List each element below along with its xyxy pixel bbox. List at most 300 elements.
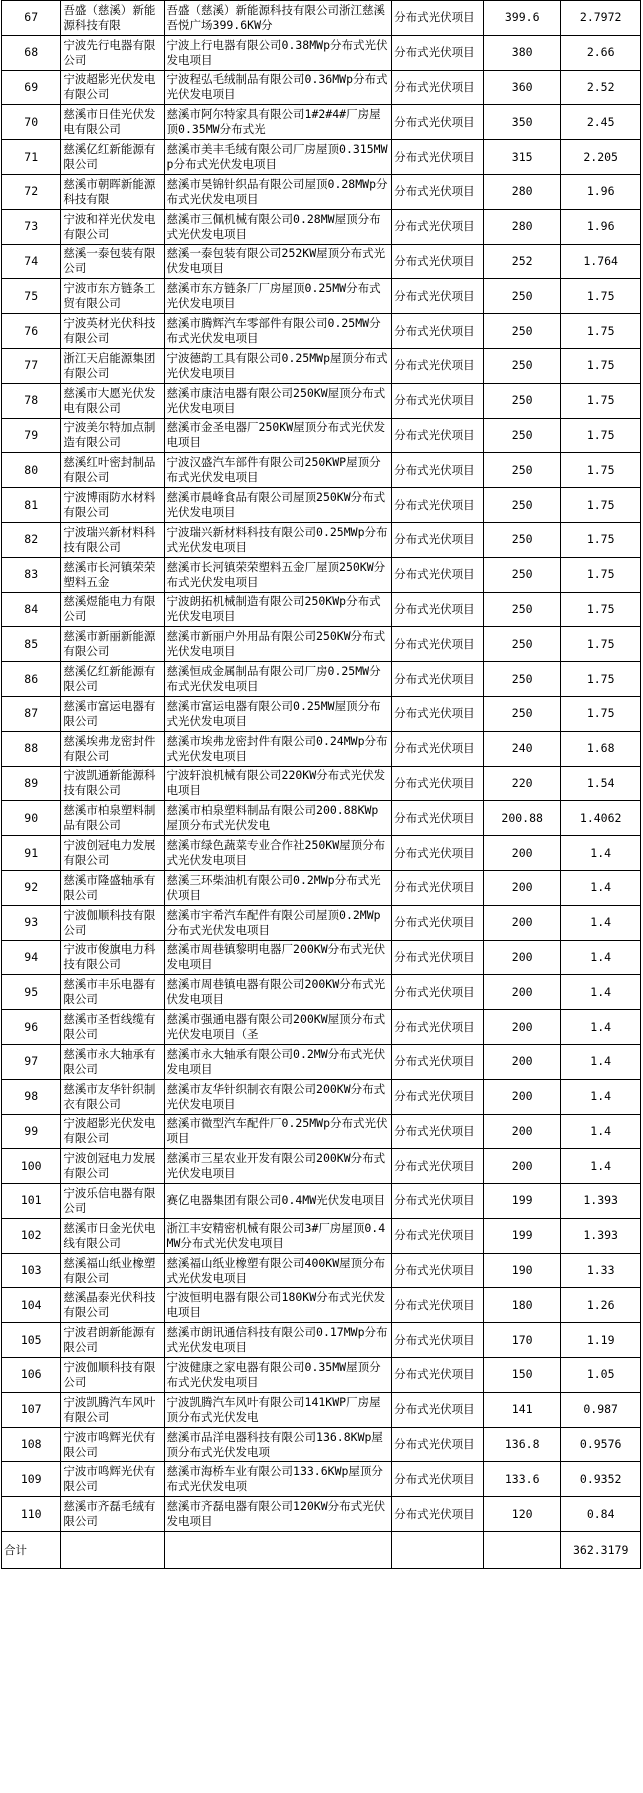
company-name: 吾盛（慈溪）新能源科技有限 [63, 2, 156, 32]
subsidy-amount: 1.96 [586, 219, 615, 234]
row-number: 80 [24, 462, 39, 477]
row-number-cell [2, 1149, 61, 1184]
company-name: 慈溪市日佳光伏发电有限公司 [63, 107, 156, 137]
subsidy-amount: 1.19 [586, 1332, 615, 1347]
project-type: 分布式光伏项目 [394, 253, 475, 268]
subsidy-table [1, 0, 641, 1569]
company-name-cell [61, 1149, 164, 1184]
table-row [2, 1462, 641, 1497]
company-name-cell [61, 557, 164, 592]
project-name: 慈溪三环柴油机有限公司0.2MWp分布式光伏项目 [166, 872, 381, 902]
subsidy-amount: 1.4 [590, 915, 612, 930]
subsidy-amount: 1.75 [586, 706, 615, 721]
company-name-cell [61, 1010, 164, 1045]
project-name: 慈溪一泰包装有限公司252KW屋顶分布式光伏发电项目 [166, 246, 386, 276]
row-number-cell [2, 1427, 61, 1462]
total-row [2, 1532, 641, 1569]
subsidy-amount: 1.05 [586, 1367, 615, 1382]
row-number-cell [2, 1392, 61, 1427]
project-name-cell [164, 314, 392, 349]
project-type: 分布式光伏项目 [394, 462, 475, 477]
capacity-value-cell [484, 1218, 561, 1253]
project-name: 慈溪市三佩机械有限公司0.28MW屋顶分布式光伏发电项目 [166, 211, 381, 241]
table-row [2, 696, 641, 731]
project-type-cell [392, 453, 484, 488]
row-number-cell [2, 209, 61, 244]
project-type: 分布式光伏项目 [394, 1263, 475, 1278]
company-name-cell [61, 1323, 164, 1358]
company-name-cell [61, 1288, 164, 1323]
project-name: 吾盛（慈溪）新能源科技有限公司浙江慈溪吾悦广场399.6KW分 [166, 2, 386, 32]
table-row [2, 105, 641, 140]
capacity-value: 199 [511, 1193, 533, 1208]
company-name: 慈溪市大愿光伏发电有限公司 [63, 385, 156, 415]
project-type: 分布式光伏项目 [394, 393, 475, 408]
subsidy-amount: 2.205 [583, 149, 618, 164]
project-name: 宁波德韵工具有限公司0.25MWp屋顶分布式光伏发电项目 [166, 350, 388, 380]
subsidy-amount: 1.75 [586, 497, 615, 512]
company-name: 宁波凯通新能源科技有限公司 [63, 768, 156, 798]
subsidy-amount-cell [561, 488, 641, 523]
row-number-cell [2, 522, 61, 557]
project-name-cell [164, 105, 392, 140]
subsidy-amount-cell [561, 244, 641, 279]
row-number-cell [2, 557, 61, 592]
capacity-value-cell [484, 453, 561, 488]
row-number-cell [2, 696, 61, 731]
table-row [2, 1392, 641, 1427]
table-row [2, 1044, 641, 1079]
project-name-cell [164, 140, 392, 175]
company-name-cell [61, 731, 164, 766]
project-name-cell [164, 1253, 392, 1288]
project-type: 分布式光伏项目 [394, 775, 475, 790]
row-number-cell [2, 105, 61, 140]
company-name-cell [61, 1358, 164, 1393]
row-number: 96 [24, 1019, 39, 1034]
subsidy-amount-cell [561, 766, 641, 801]
project-name-cell [164, 453, 392, 488]
project-name-cell [164, 244, 392, 279]
subsidy-amount-cell [561, 836, 641, 871]
row-number: 104 [20, 1297, 42, 1312]
subsidy-amount: 1.68 [586, 741, 615, 756]
company-name: 慈溪市圣哲线缆有限公司 [63, 1012, 156, 1041]
company-name-cell [61, 1114, 164, 1149]
capacity-value-cell [484, 1044, 561, 1079]
subsidy-amount-cell [561, 140, 641, 175]
capacity-value: 200 [511, 1158, 533, 1173]
project-name: 慈溪市三星农业开发有限公司200KW分布式光伏发电项目 [166, 1151, 386, 1181]
subsidy-amount: 0.84 [586, 1506, 615, 1521]
company-name: 慈溪亿红新能源有限公司 [63, 142, 156, 172]
project-name: 慈溪市柏泉塑料制品有限公司200.88KWp屋顶分布式光伏发电 [166, 803, 379, 833]
project-name-cell [164, 592, 392, 627]
project-type-cell [392, 140, 484, 175]
subsidy-amount: 1.96 [586, 184, 615, 199]
project-name-cell [164, 1288, 392, 1323]
project-type-cell [392, 592, 484, 627]
project-name-cell [164, 1114, 392, 1149]
capacity-value-cell [484, 801, 561, 836]
capacity-value-cell [484, 1392, 561, 1427]
capacity-value: 180 [511, 1297, 533, 1312]
table-row [2, 35, 641, 70]
company-name-cell [61, 1462, 164, 1497]
capacity-value-cell [484, 1253, 561, 1288]
project-name-cell [164, 1184, 392, 1219]
capacity-value: 200 [511, 1123, 533, 1138]
table-row [2, 488, 641, 523]
company-name-cell [61, 279, 164, 314]
project-name: 慈溪市富运电器有限公司0.25MW屋顶分布式光伏发电项目 [166, 698, 381, 728]
subsidy-amount: 1.54 [586, 775, 615, 790]
subsidy-amount-cell [561, 1497, 641, 1532]
row-number-cell [2, 1288, 61, 1323]
subsidy-amount-cell [561, 1392, 641, 1427]
company-name: 慈溪市富运电器有限公司 [63, 698, 156, 728]
table-row [2, 70, 641, 105]
subsidy-amount-cell [561, 1079, 641, 1114]
subsidy-amount-cell [561, 1462, 641, 1497]
subsidy-amount-cell [561, 592, 641, 627]
table-row [2, 662, 641, 697]
company-name-cell [61, 35, 164, 70]
table-row [2, 209, 641, 244]
capacity-value: 250 [511, 636, 533, 651]
project-type: 分布式光伏项目 [394, 358, 475, 373]
project-type: 分布式光伏项目 [394, 45, 475, 60]
company-name-cell [61, 940, 164, 975]
company-name-cell [61, 627, 164, 662]
project-name: 慈溪市长河镇荣荣塑料五金厂屋顶250KW分布式光伏发电项目 [166, 559, 386, 589]
subsidy-amount: 0.9352 [579, 1471, 622, 1486]
company-name-cell [61, 348, 164, 383]
row-number: 69 [24, 79, 39, 94]
project-type-cell [392, 70, 484, 105]
project-name: 慈溪市腾辉汽车零部件有限公司0.25MW分布式光伏发电项目 [166, 316, 381, 346]
capacity-value: 250 [511, 427, 533, 442]
capacity-value: 120 [511, 1506, 533, 1521]
project-name: 宁波朗拓机械制造有限公司250KWp分布式光伏发电项目 [166, 594, 381, 624]
capacity-value: 200 [511, 880, 533, 895]
company-name-cell [61, 836, 164, 871]
company-name-cell [61, 1392, 164, 1427]
capacity-value: 133.6 [504, 1471, 540, 1486]
subsidy-amount-cell [561, 1288, 641, 1323]
project-name: 赛亿电器集团有限公司0.4MW光伏发电项目 [166, 1193, 386, 1208]
row-number-cell [2, 1010, 61, 1045]
subsidy-amount: 1.75 [586, 636, 615, 651]
row-number-cell [2, 731, 61, 766]
table-row [2, 1427, 641, 1462]
capacity-value: 360 [511, 79, 533, 94]
company-name: 慈溪市新丽新能源有限公司 [63, 629, 156, 659]
project-type: 分布式光伏项目 [394, 1297, 475, 1312]
row-number: 105 [20, 1332, 42, 1347]
project-name-cell [164, 870, 392, 905]
company-name: 慈溪市日金光伏电线有限公司 [63, 1220, 156, 1250]
project-type-cell [392, 1427, 484, 1462]
capacity-value-cell [484, 1, 561, 36]
row-number: 72 [24, 184, 39, 199]
project-name-cell [164, 1079, 392, 1114]
company-name-cell [61, 522, 164, 557]
company-name-cell [61, 453, 164, 488]
capacity-value: 200.88 [501, 810, 543, 825]
project-name: 慈溪市埃弗龙密封件有限公司0.24MWp分布式光伏发电项目 [166, 733, 388, 763]
project-type-cell [392, 522, 484, 557]
project-type-cell [392, 1044, 484, 1079]
row-number: 100 [20, 1158, 42, 1173]
row-number: 102 [20, 1228, 42, 1243]
project-name-cell [164, 383, 392, 418]
row-number-cell [2, 1218, 61, 1253]
project-type: 分布式光伏项目 [394, 984, 475, 999]
capacity-value: 200 [511, 984, 533, 999]
row-number-cell [2, 836, 61, 871]
row-number: 84 [24, 601, 39, 616]
company-name-cell [61, 1079, 164, 1114]
row-number-cell [2, 314, 61, 349]
project-type: 分布式光伏项目 [394, 1402, 475, 1417]
subsidy-amount-cell [561, 1358, 641, 1393]
company-name: 宁波创冠电力发展有限公司 [63, 838, 156, 868]
company-name-cell [61, 488, 164, 523]
company-name: 宁波市俊旗电力科技有限公司 [63, 942, 156, 972]
subsidy-amount: 1.4 [590, 984, 612, 999]
company-name: 慈溪市齐磊毛绒有限公司 [63, 1499, 156, 1529]
row-number-cell [2, 348, 61, 383]
subsidy-amount-cell [561, 418, 641, 453]
subsidy-amount-cell [561, 1044, 641, 1079]
project-name: 慈溪市美丰毛绒有限公司厂房屋顶0.315MWp分布式光伏发电项目 [166, 142, 388, 172]
company-name: 宁波伽顺科技有限公司 [63, 907, 156, 937]
project-type: 分布式光伏项目 [394, 184, 475, 199]
capacity-value: 250 [511, 393, 533, 408]
table-row [2, 279, 641, 314]
total-empty-cell [61, 1532, 164, 1569]
project-name: 慈溪市金圣电器厂250KW屋顶分布式光伏发电项目 [166, 420, 386, 450]
project-name: 慈溪市周巷镇电器有限公司200KW分布式光伏发电项目 [166, 977, 386, 1007]
company-name-cell [61, 174, 164, 209]
subsidy-amount: 1.75 [586, 358, 615, 373]
subsidy-amount-cell [561, 696, 641, 731]
row-number-cell [2, 1114, 61, 1149]
table-body [2, 1, 641, 1569]
capacity-value: 199 [511, 1228, 533, 1243]
row-number-cell [2, 627, 61, 662]
project-name-cell [164, 279, 392, 314]
company-name: 宁波市鸣辉光伏有限公司 [63, 1464, 156, 1494]
capacity-value-cell [484, 836, 561, 871]
project-type-cell [392, 383, 484, 418]
subsidy-amount: 2.52 [586, 79, 615, 94]
subsidy-amount-cell [561, 279, 641, 314]
row-number: 95 [24, 984, 39, 999]
table-row [2, 1253, 641, 1288]
company-name-cell [61, 1184, 164, 1219]
project-name: 慈溪市宇希汽车配件有限公司屋顶0.2MWp分布式光伏发电项目 [166, 907, 381, 937]
subsidy-amount-cell [561, 940, 641, 975]
table-row [2, 592, 641, 627]
capacity-value-cell [484, 766, 561, 801]
company-name: 宁波英材光伏科技有限公司 [63, 316, 156, 346]
project-type: 分布式光伏项目 [394, 114, 475, 129]
project-type: 分布式光伏项目 [394, 79, 475, 94]
company-name: 慈溪埃弗龙密封件有限公司 [63, 733, 156, 763]
row-number-cell [2, 35, 61, 70]
row-number: 91 [24, 845, 39, 860]
company-name-cell [61, 870, 164, 905]
row-number: 73 [24, 219, 39, 234]
project-name: 慈溪市东方链条厂厂房屋顶0.25MW分布式光伏发电项目 [166, 281, 381, 311]
capacity-value: 380 [511, 45, 533, 60]
project-type: 分布式光伏项目 [394, 880, 475, 895]
capacity-value: 150 [511, 1367, 533, 1382]
row-number: 110 [20, 1506, 42, 1521]
project-type-cell [392, 348, 484, 383]
capacity-value: 250 [511, 497, 533, 512]
row-number-cell [2, 975, 61, 1010]
company-name-cell [61, 662, 164, 697]
project-type-cell [392, 418, 484, 453]
project-name-cell [164, 174, 392, 209]
company-name: 宁波凯腾汽车风叶有限公司 [63, 1394, 156, 1424]
project-type-cell [392, 940, 484, 975]
capacity-value-cell [484, 592, 561, 627]
subsidy-amount: 1.4 [590, 1089, 612, 1104]
company-name: 浙江天启能源集团有限公司 [63, 350, 156, 380]
project-name-cell [164, 1, 392, 36]
company-name: 慈溪红叶密封制品有限公司 [63, 455, 156, 485]
project-type: 分布式光伏项目 [394, 10, 475, 25]
project-name: 慈溪市康洁电器有限公司250KW屋顶分布式光伏发电项目 [166, 385, 386, 415]
capacity-value: 250 [511, 671, 533, 686]
company-name: 慈溪晶泰光伏科技有限公司 [63, 1290, 156, 1320]
row-number: 67 [24, 10, 39, 25]
row-number: 79 [24, 427, 39, 442]
project-type-cell [392, 766, 484, 801]
project-type: 分布式光伏项目 [394, 1123, 475, 1138]
table-row [2, 836, 641, 871]
capacity-value: 200 [511, 1054, 533, 1069]
subsidy-amount-cell [561, 1253, 641, 1288]
project-type-cell [392, 905, 484, 940]
project-type: 分布式光伏项目 [394, 427, 475, 442]
project-type-cell [392, 1, 484, 36]
subsidy-amount: 0.9576 [579, 1437, 622, 1452]
project-type-cell [392, 1114, 484, 1149]
project-type-cell [392, 1218, 484, 1253]
project-type-cell [392, 836, 484, 871]
subsidy-amount-cell [561, 870, 641, 905]
capacity-value-cell [484, 1427, 561, 1462]
project-name: 慈溪市微型汽车配件厂0.25MWp分布式光伏项目 [166, 1116, 388, 1146]
row-number: 87 [24, 706, 39, 721]
capacity-value-cell [484, 975, 561, 1010]
project-name: 慈溪市齐磊电器有限公司120KW分布式光伏发电项目 [166, 1499, 386, 1529]
subsidy-amount: 1.4 [590, 1054, 612, 1069]
capacity-value-cell [484, 348, 561, 383]
project-name: 慈溪市晨峰食品有限公司屋顶250KW分布式光伏发电项目 [166, 490, 386, 520]
company-name-cell [61, 801, 164, 836]
row-number: 103 [20, 1263, 42, 1278]
company-name: 宁波伽顺科技有限公司 [63, 1359, 156, 1389]
subsidy-amount-cell [561, 522, 641, 557]
capacity-value: 250 [511, 601, 533, 616]
table-row [2, 557, 641, 592]
capacity-value: 200 [511, 845, 533, 860]
project-type-cell [392, 870, 484, 905]
project-type-cell [392, 35, 484, 70]
row-number-cell [2, 1, 61, 36]
total-empty-cell [484, 1532, 561, 1569]
capacity-value-cell [484, 1010, 561, 1045]
project-name-cell [164, 766, 392, 801]
row-number: 97 [24, 1054, 39, 1069]
project-name-cell [164, 905, 392, 940]
project-type: 分布式光伏项目 [394, 845, 475, 860]
project-name-cell [164, 731, 392, 766]
company-name: 宁波瑞兴新材料科技有限公司 [63, 524, 156, 554]
project-name-cell [164, 1427, 392, 1462]
project-name-cell [164, 418, 392, 453]
row-number: 93 [24, 915, 39, 930]
project-type: 分布式光伏项目 [394, 323, 475, 338]
project-name-cell [164, 348, 392, 383]
table-row [2, 1218, 641, 1253]
capacity-value-cell [484, 488, 561, 523]
table-row [2, 1288, 641, 1323]
project-name-cell [164, 1497, 392, 1532]
company-name-cell [61, 1218, 164, 1253]
project-type-cell [392, 696, 484, 731]
capacity-value-cell [484, 1323, 561, 1358]
table-row [2, 1, 641, 36]
table-row [2, 731, 641, 766]
capacity-value-cell [484, 140, 561, 175]
company-name-cell [61, 209, 164, 244]
capacity-value: 250 [511, 706, 533, 721]
company-name: 宁波和祥光伏发电有限公司 [63, 211, 156, 241]
row-number: 70 [24, 114, 39, 129]
subsidy-amount: 1.75 [586, 671, 615, 686]
row-number-cell [2, 488, 61, 523]
table-row [2, 766, 641, 801]
project-type: 分布式光伏项目 [394, 915, 475, 930]
project-name-cell [164, 1462, 392, 1497]
subsidy-amount-cell [561, 453, 641, 488]
company-name-cell [61, 1, 164, 36]
project-type-cell [392, 801, 484, 836]
row-number: 82 [24, 532, 39, 547]
capacity-value-cell [484, 70, 561, 105]
project-name: 宁波程弘毛绒制品有限公司0.36MWp分布式光伏发电项目 [166, 72, 388, 102]
company-name-cell [61, 592, 164, 627]
subsidy-amount: 1.4 [590, 1158, 612, 1173]
project-name-cell [164, 662, 392, 697]
table-row [2, 870, 641, 905]
subsidy-amount-cell [561, 348, 641, 383]
project-type: 分布式光伏项目 [394, 288, 475, 303]
row-number: 71 [24, 149, 39, 164]
project-name: 慈溪市友华针织制衣有限公司200KW分布式光伏发电项目 [166, 1081, 386, 1111]
capacity-value-cell [484, 870, 561, 905]
company-name: 慈溪福山纸业橡塑有限公司 [63, 1255, 156, 1285]
table-row [2, 1497, 641, 1532]
project-type-cell [392, 314, 484, 349]
